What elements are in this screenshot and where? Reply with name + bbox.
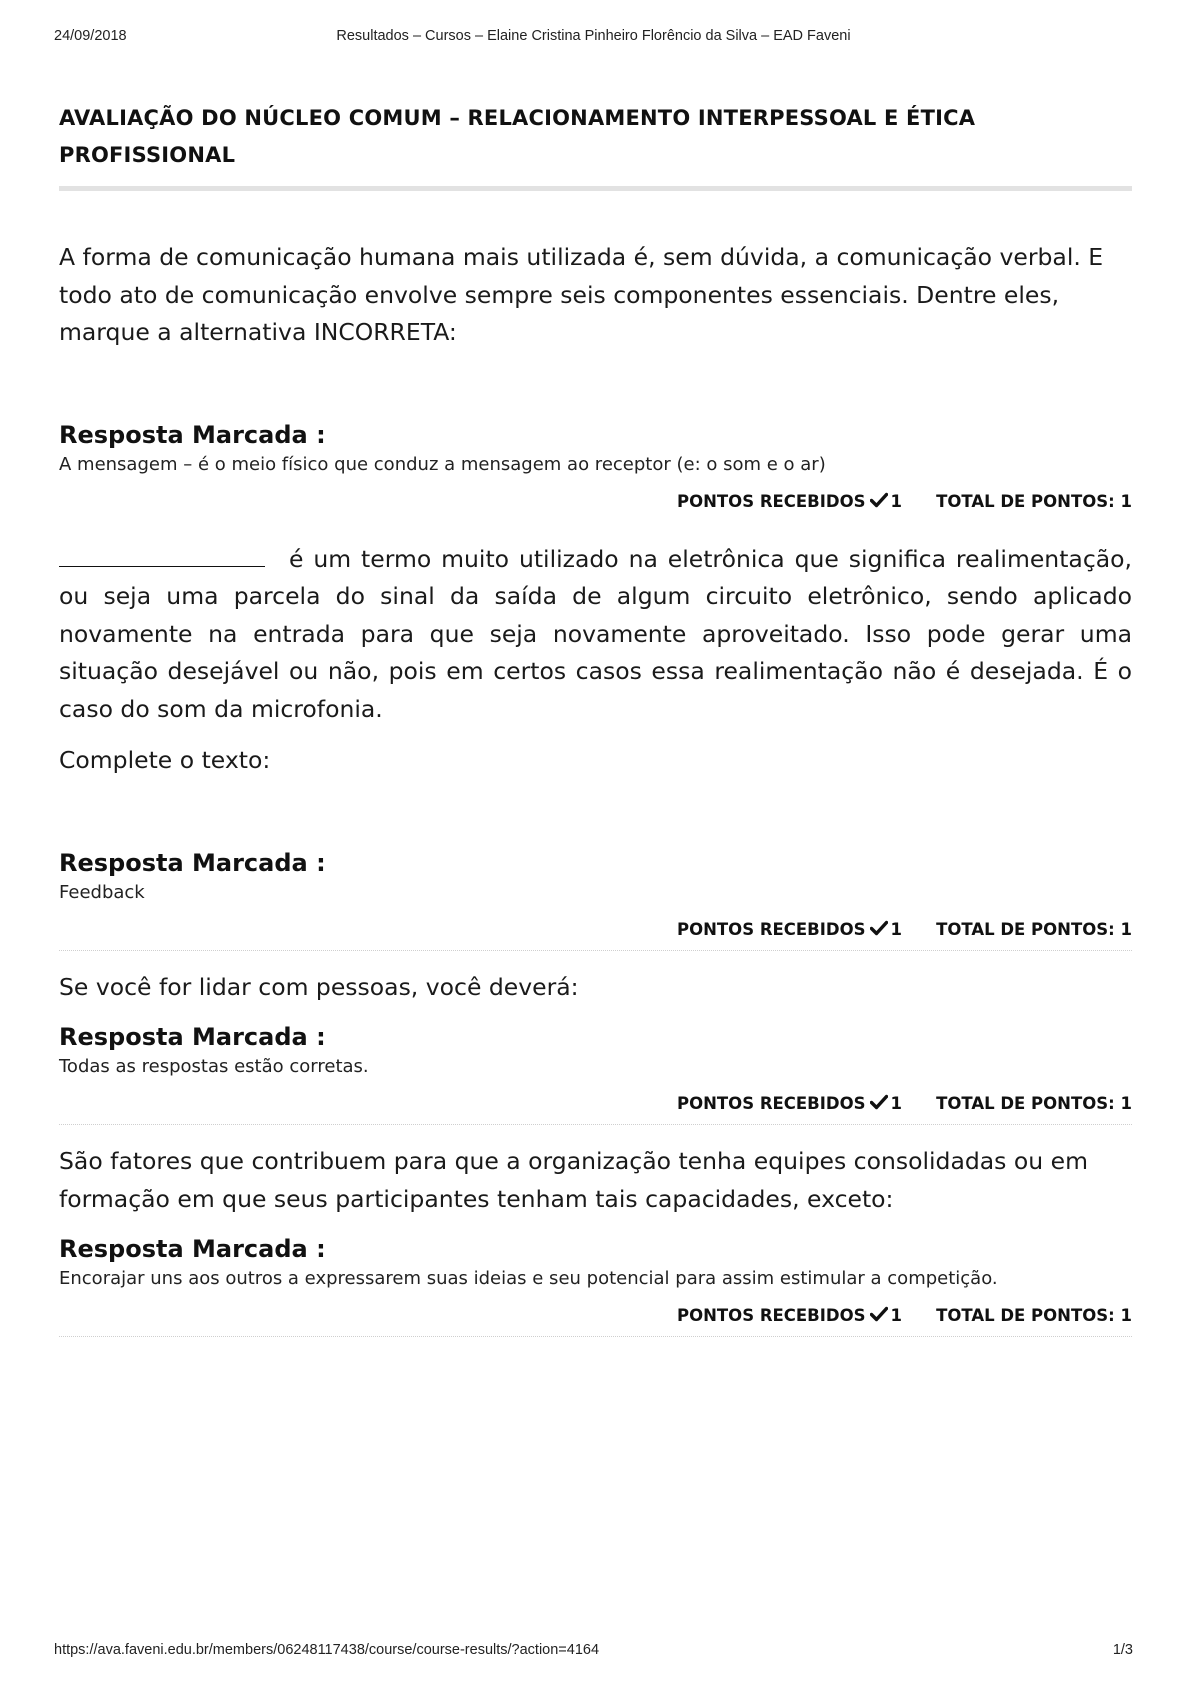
question-text: é um termo muito utilizado na eletrônica que significa realimentação, ou seja uma parcela do sinal da saída de algum circuito eletrônico, sendo aplicado novamente na entrada para que seja novamente aproveitado. Isso pode gerar uma situação desejável ou não, pois em certos casos essa realimentação não é desejada. É o caso do som da microfonia. [59, 538, 1132, 729]
points-row [59, 1094, 1132, 1124]
question-block [59, 969, 1132, 1126]
check-icon [870, 492, 888, 508]
results-page [59, 100, 1132, 1337]
answer-label: Resposta Marcada : [59, 848, 326, 877]
page-number: 1/3 [1112, 1642, 1133, 1658]
print-date: 24/09/2018 [54, 28, 127, 44]
points-total: TOTAL DE PONTOS: 1 [936, 491, 1132, 511]
print-title: Resultados – Cursos – Elaine Cristina Pinheiro Florêncio da Silva – EAD Faveni [336, 28, 851, 44]
question-divider [59, 950, 1132, 951]
points-total: TOTAL DE PONTOS: 1 [936, 1094, 1132, 1113]
question-divider [59, 1124, 1132, 1125]
answer-text: Todas as respostas estão corretas. [59, 1056, 369, 1077]
print-header [54, 28, 1133, 48]
question-text: Se você for lidar com pessoas, você deverá: [59, 972, 579, 1001]
check-icon [870, 920, 888, 936]
page-title: AVALIAÇÃO DO NÚCLEO COMUM – RELACIONAMENTO INTERPESSOAL E ÉTICA PROFISSIONAL [59, 106, 976, 167]
answer-text: Encorajar uns aos outros a expressarem suas ideias e seu potencial para assim estimular a competição. [59, 1268, 998, 1289]
answer-label: Resposta Marcada : [59, 1235, 326, 1263]
question-instruction: Complete o texto: [59, 746, 271, 774]
points-received: PONTOS RECEBIDOS 1 [676, 1306, 902, 1325]
heading-divider [59, 186, 1132, 191]
points-received: PONTOS RECEBIDOS 1 [676, 1094, 902, 1113]
print-footer [54, 1642, 1133, 1662]
answer-text: Feedback [59, 881, 145, 903]
points-row [59, 492, 1132, 522]
fill-in-blank [59, 538, 265, 567]
check-icon [870, 1306, 888, 1322]
points-total: TOTAL DE PONTOS: 1 [936, 919, 1132, 939]
points-row [59, 920, 1132, 950]
answer-label: Resposta Marcada : [59, 420, 326, 449]
answer-label: Resposta Marcada : [59, 1023, 326, 1051]
question-block [59, 1143, 1132, 1337]
points-total: TOTAL DE PONTOS: 1 [936, 1306, 1132, 1325]
question-text: São fatores que contribuem para que a organização tenha equipes consolidadas ou em formação em que seus participantes tenham tais capacidades, exceto: [59, 1147, 1088, 1213]
question-block [59, 239, 1132, 522]
answer-text: A mensagem – é o meio físico que conduz a mensagem ao receptor (e: o som e o ar) [59, 453, 826, 475]
question-block [59, 538, 1132, 951]
check-icon [870, 1094, 888, 1110]
points-row [59, 1306, 1132, 1336]
question-divider [59, 1336, 1132, 1337]
page-url: https://ava.faveni.edu.br/members/06248117438/course/course-results/?action=4164 [54, 1642, 600, 1658]
points-received: PONTOS RECEBIDOS 1 [676, 919, 902, 939]
points-received: PONTOS RECEBIDOS 1 [676, 491, 902, 511]
question-text: A forma de comunicação humana mais utilizada é, sem dúvida, a comunicação verbal. E todo ato de comunicação envolve sempre seis componentes essenciais. Dentre eles, marque a alternativa INCORRETA: [59, 243, 1104, 346]
